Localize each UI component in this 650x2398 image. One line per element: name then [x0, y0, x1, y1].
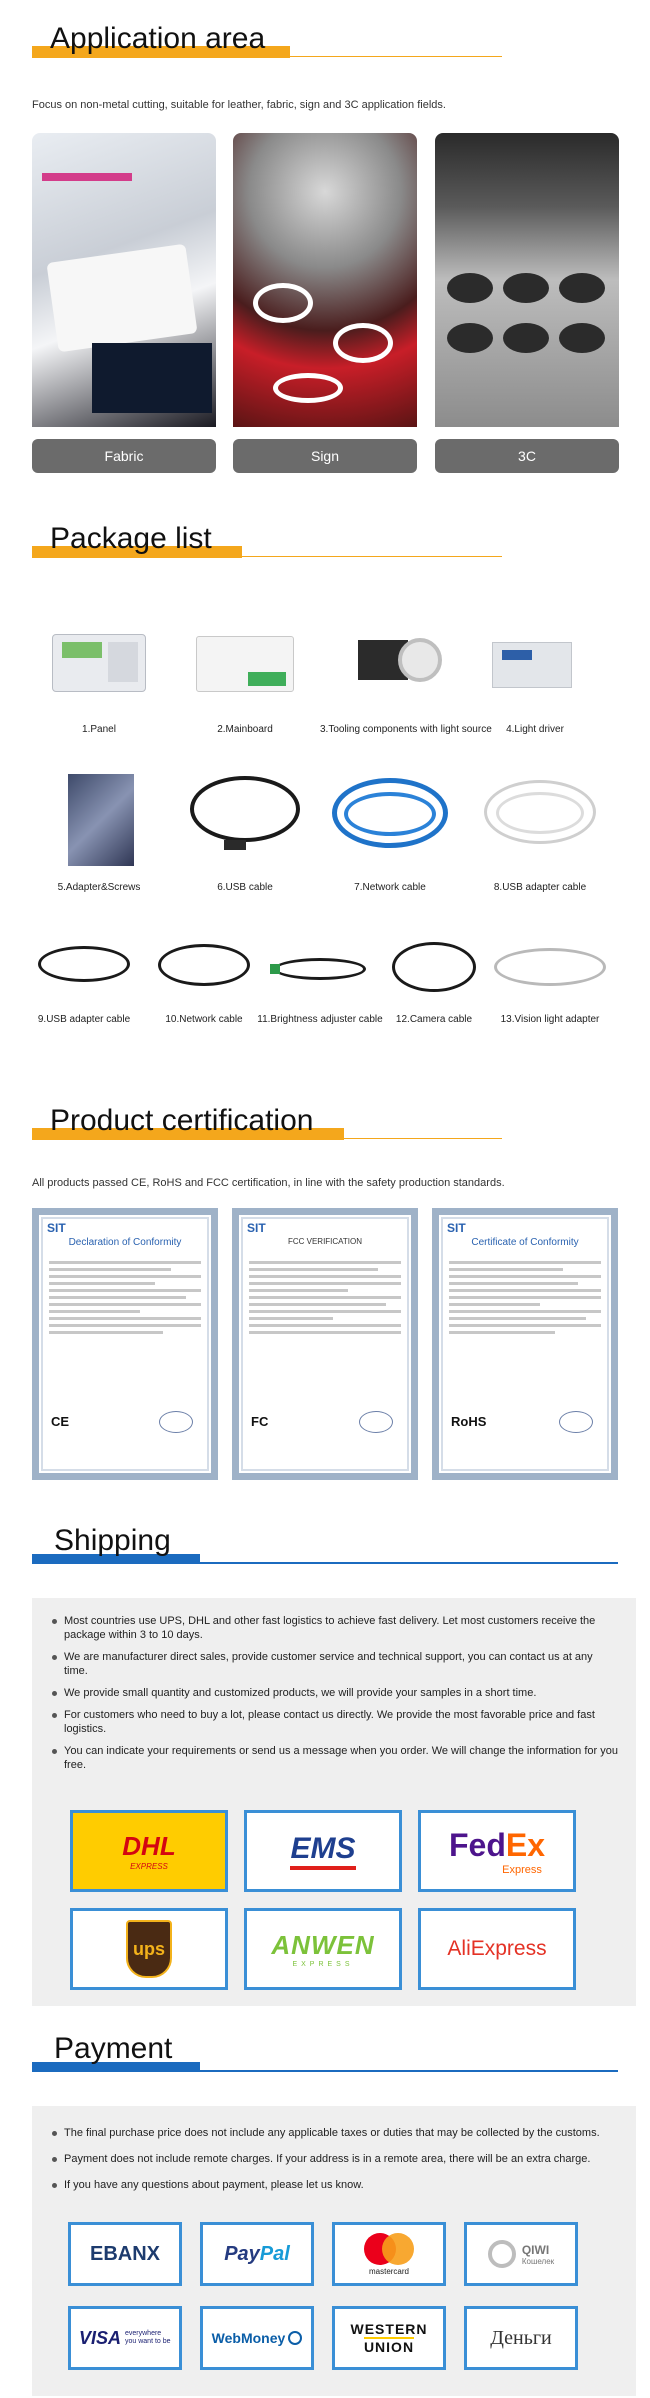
stamp-icon	[359, 1411, 393, 1433]
certificate-ce	[32, 1208, 218, 1480]
anwen-logo	[244, 1908, 402, 1990]
rohs-mark: RoHS	[451, 1414, 487, 1429]
package-item-brightness-cable	[257, 938, 383, 1025]
cert-brand: SIT	[247, 1221, 266, 1235]
union-text: UNION	[363, 2339, 415, 2355]
payment-section-title	[32, 2032, 618, 2072]
cert-heading: Declaration of Conformity	[68, 1237, 182, 1248]
package-label: 2.Mainboard	[217, 724, 273, 735]
ems-logo	[244, 1810, 402, 1892]
package-label: 7.Network cable	[354, 882, 426, 893]
dhl-logo	[70, 1810, 228, 1892]
package-item-adapter-screws	[44, 770, 154, 893]
package-label: 9.USB adapter cable	[37, 1014, 131, 1025]
shipping-panel	[32, 1598, 636, 2006]
package-label: 13.Vision light adapter	[500, 1014, 600, 1025]
payment-bullets	[52, 2126, 618, 2200]
ce-mark: CE	[51, 1414, 70, 1429]
ups-logo	[70, 1908, 228, 1990]
application-card-3c	[435, 133, 619, 473]
3c-photo	[435, 133, 619, 427]
certification-section-title	[32, 1104, 502, 1140]
certification-title: Product certification	[50, 1104, 314, 1137]
package-item-camera-cable	[384, 938, 484, 1025]
shipping-bullet: We provide small quantity and customized products, we will provide your samples in a short time.	[52, 1686, 618, 1700]
cert-brand: SIT	[447, 1221, 466, 1235]
package-label: 10.Network cable	[165, 1014, 243, 1025]
package-item-light-driver	[480, 630, 590, 735]
aliexpress-logo	[418, 1908, 576, 1990]
sign-photo	[233, 133, 417, 427]
shipping-bullet: Most countries use UPS, DHL and other fast logistics to achieve fast delivery. Let most customers receive the package within 3 to 10 days.	[52, 1614, 618, 1642]
payment-panel	[32, 2106, 636, 2396]
shipping-bullets	[52, 1614, 618, 1780]
package-item-network-cable-10	[154, 938, 254, 1025]
package-label: 6.USB cable	[217, 882, 273, 893]
ebanx-text: EBANX	[89, 2242, 160, 2265]
webmoney-logo	[200, 2306, 314, 2370]
shipping-title: Shipping	[54, 1524, 171, 1557]
payment-bullet: If you have any questions about payment, please let us know.	[52, 2178, 618, 2192]
visa-logo	[68, 2306, 182, 2370]
qiwi-text: QIWI	[521, 2242, 550, 2257]
anwen-text: ANWEN	[271, 1930, 375, 1960]
package-item-usb-adapter-cable-9	[34, 938, 134, 1025]
paypal-logo	[200, 2222, 314, 2286]
package-item-usb-cable	[190, 770, 300, 893]
ebanx-logo	[68, 2222, 182, 2286]
mastercard-text: mastercard	[368, 2266, 409, 2276]
fabric-label: Fabric	[32, 439, 216, 473]
certificate-rohs	[432, 1208, 618, 1480]
cert-heading: Certificate of Conformity	[471, 1237, 579, 1248]
stamp-icon	[559, 1411, 593, 1433]
aliexpress-text: AliExpress	[447, 1937, 547, 1960]
payment-bullet: The final purchase price does not include any applicable taxes or duties that may be collected by the customs.	[52, 2126, 618, 2140]
dengi-logo	[464, 2306, 578, 2370]
payment-title: Payment	[54, 2032, 173, 2065]
package-label: 5.Adapter&Screws	[57, 882, 141, 893]
package-label: 1.Panel	[82, 724, 116, 735]
ups-text: ups	[132, 1938, 165, 1959]
cert-brand: SIT	[47, 1221, 66, 1235]
certificate-fcc	[232, 1208, 418, 1480]
fedex-logo	[418, 1810, 576, 1892]
application-card-sign	[233, 133, 417, 473]
certification-description: All products passed CE, RoHS and FCC certification, in line with the safety production standards.	[32, 1177, 505, 1189]
package-label: 4.Light driver	[506, 724, 564, 735]
stamp-icon	[159, 1411, 193, 1433]
fedex-fed: Fed	[448, 1826, 506, 1863]
qiwi-sub: Кошелек	[521, 2256, 555, 2266]
cert-heading: FCC VERIFICATION	[287, 1237, 363, 1246]
visa-text: VISA	[78, 2327, 121, 2348]
package-label: 8.USB adapter cable	[493, 882, 587, 893]
fedex-sub: Express	[502, 1863, 542, 1876]
shipping-bullet: We are manufacturer direct sales, provide customer service and technical support, you can contact us at any time.	[52, 1650, 618, 1678]
fcc-mark: FC	[251, 1414, 269, 1429]
package-section-title	[32, 522, 502, 558]
application-section-title	[32, 22, 502, 58]
mastercard-logo	[332, 2222, 446, 2286]
shipping-bullet: You can indicate your requirements or send us a message when you order. We will change the information for you free.	[52, 1744, 618, 1772]
anwen-sub: EXPRESS	[292, 1961, 354, 1968]
dhl-sub: EXPRESS	[130, 1862, 168, 1871]
payment-bullet: Payment does not include remote charges. If your address is in a remote area, there will be an extra charge.	[52, 2152, 618, 2166]
paypal-pay: Pay	[224, 2242, 260, 2265]
fabric-photo	[32, 133, 216, 427]
package-item-network-cable	[330, 770, 450, 893]
western-union-logo	[332, 2306, 446, 2370]
qiwi-logo	[464, 2222, 578, 2286]
3c-label: 3C	[435, 439, 619, 473]
package-label: 12.Camera cable	[395, 1014, 473, 1025]
visa-sub: everywhere you want to be	[125, 2330, 171, 2345]
dengi-text: Деньги	[490, 2326, 552, 2349]
fedex-ex: Ex	[505, 1826, 546, 1863]
package-title: Package list	[50, 522, 212, 555]
package-label: 3.Tooling components with light source	[320, 724, 492, 735]
ems-text: EMS	[290, 1832, 355, 1870]
paypal-pal: Pal	[259, 2242, 290, 2265]
application-description: Focus on non-metal cutting, suitable for leather, fabric, sign and 3C application fields.	[32, 99, 446, 111]
package-item-panel	[44, 630, 154, 735]
package-label: 11.Brightness adjuster cable	[257, 1014, 383, 1025]
shipping-bullet: For customers who need to buy a lot, please contact us directly. We provide the most favorable price and fast logistics.	[52, 1708, 618, 1736]
package-item-mainboard	[190, 630, 300, 735]
globe-icon	[288, 2331, 302, 2345]
application-title: Application area	[50, 22, 266, 55]
application-card-fabric	[32, 133, 216, 473]
sign-label: Sign	[233, 439, 417, 473]
webmoney-text: WebMoney	[211, 2330, 286, 2346]
shipping-section-title	[32, 1524, 618, 1564]
package-item-vision-light-adapter	[490, 938, 610, 1025]
western-text: WESTERN	[350, 2321, 428, 2337]
dhl-text: DHL	[122, 1831, 176, 1861]
package-item-tooling	[320, 630, 492, 735]
package-item-usb-adapter-cable-8	[480, 770, 600, 893]
